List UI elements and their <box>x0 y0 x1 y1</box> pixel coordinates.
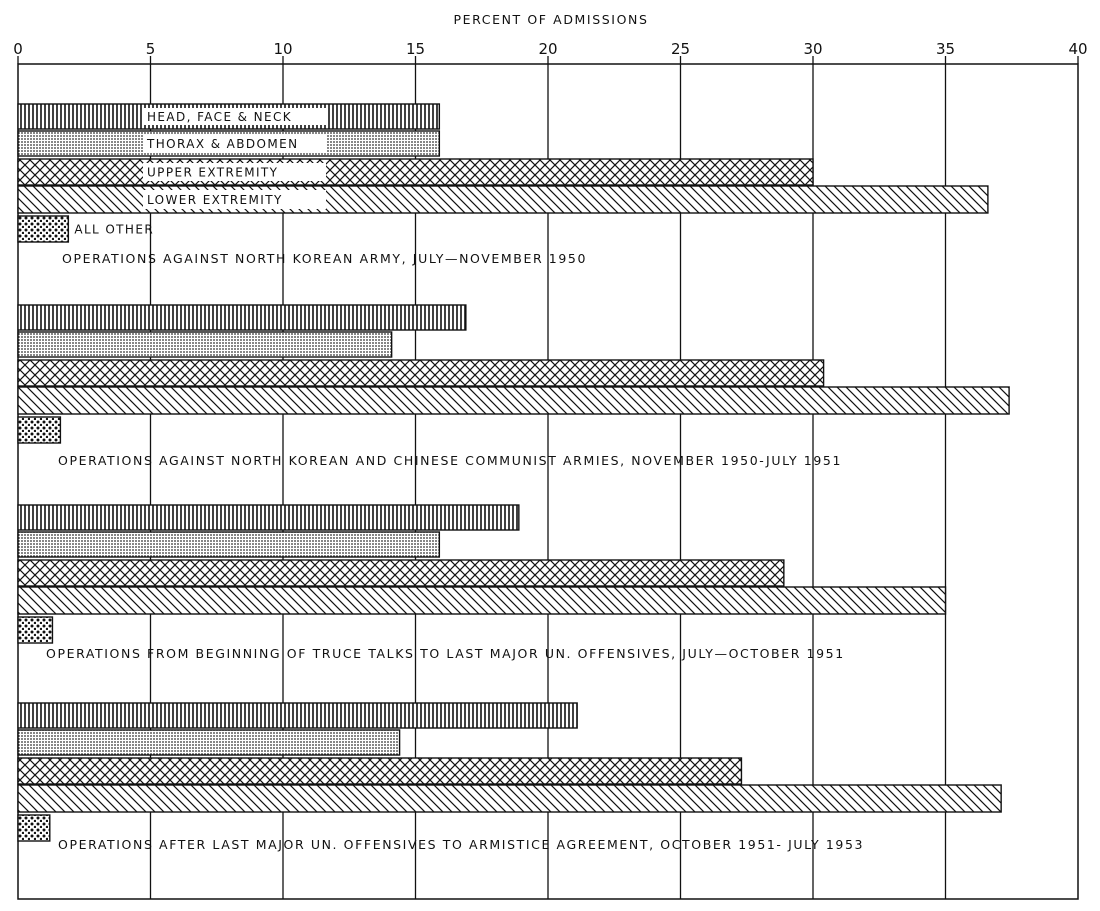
x-tick-label: 35 <box>935 40 956 58</box>
group-label: OPERATIONS FROM BEGINNING OF TRUCE TALKS TO LAST MAJOR UN. OFFENSIVES, JULY—OCTOBER 1951 <box>46 646 845 661</box>
group-label: OPERATIONS AGAINST NORTH KOREAN ARMY, JULY—NOVEMBER 1950 <box>62 251 588 266</box>
series-label: LOWER EXTREMITY <box>147 193 283 207</box>
bar <box>18 332 392 357</box>
bars <box>18 104 1009 841</box>
x-tick-label: 25 <box>670 40 691 58</box>
bar <box>18 815 50 841</box>
bar <box>18 532 439 557</box>
x-tick-label: 30 <box>803 40 823 58</box>
bar <box>18 730 400 755</box>
group-label: OPERATIONS AGAINST NORTH KOREAN AND CHINESE COMMUNIST ARMIES, NOVEMBER 1950-JULY 1951 <box>58 453 843 468</box>
bar <box>18 758 741 784</box>
bar <box>18 387 1009 414</box>
x-tick-label: 15 <box>405 40 426 58</box>
x-tick-labels <box>13 40 1087 64</box>
series-label: THORAX & ABDOMEN <box>147 137 299 151</box>
bar <box>18 617 52 643</box>
x-tick-label: 40 <box>1068 40 1088 58</box>
bar <box>18 417 60 443</box>
x-tick-label: 0 <box>13 40 23 58</box>
x-tick-label: 20 <box>538 40 558 58</box>
x-tick-label: 5 <box>145 40 156 58</box>
series-label: ALL OTHER <box>74 222 155 237</box>
bar <box>18 785 1001 812</box>
x-tick-label: 10 <box>273 40 293 58</box>
group-label: OPERATIONS AFTER LAST MAJOR UN. OFFENSIVES TO ARMISTICE AGREEMENT, OCTOBER 1951- JULY 1953 <box>58 837 865 852</box>
bar <box>18 216 68 242</box>
bar <box>18 505 519 530</box>
axis-title: PERCENT OF ADMISSIONS <box>453 12 649 27</box>
bar <box>18 703 577 728</box>
bar <box>18 560 784 586</box>
bar <box>18 305 466 330</box>
bar <box>18 360 824 386</box>
series-label: UPPER EXTREMITY <box>147 165 279 180</box>
bar <box>18 587 946 614</box>
series-label: HEAD, FACE & NECK <box>147 110 293 124</box>
bar <box>18 159 813 185</box>
